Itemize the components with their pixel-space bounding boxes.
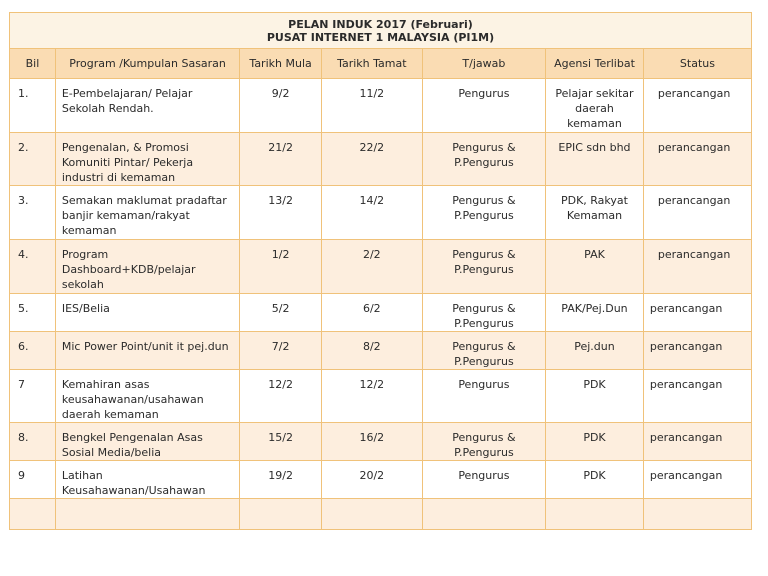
table-row (10, 370, 752, 423)
header-row (10, 49, 752, 79)
cell-tamat: 12/2 (321, 370, 422, 423)
title-line-2: PUSAT INTERNET 1 MALAYSIA (PI1M) (266, 31, 495, 44)
table-row (10, 461, 752, 499)
table-row (10, 423, 752, 461)
cell-mula: 13/2 (240, 186, 322, 240)
cell-mula (240, 499, 322, 530)
cell-tjawab: Pengurus & P.Pengurus (422, 423, 545, 461)
cell-tjawab (422, 499, 545, 530)
cell-agensi: Pelajar sekitar daerah kemaman (546, 79, 644, 133)
cell-tjawab: Pengurus & P.Pengurus (422, 294, 545, 332)
table-row (10, 79, 752, 133)
table-row (10, 499, 752, 530)
header-tarikh-tamat: Tarikh Tamat (321, 49, 422, 79)
cell-agensi: PAK (546, 240, 644, 294)
plan-document (9, 12, 752, 530)
cell-mula: 5/2 (240, 294, 322, 332)
cell-mula: 12/2 (240, 370, 322, 423)
cell-mula: 15/2 (240, 423, 322, 461)
cell-tamat: 2/2 (321, 240, 422, 294)
cell-tjawab: Pengurus (422, 79, 545, 133)
cell-bil: 7 (10, 370, 56, 423)
cell-bil: 3. (10, 186, 56, 240)
cell-status: perancangan (643, 79, 751, 133)
cell-tamat: 11/2 (321, 79, 422, 133)
header-tarikh-mula: Tarikh Mula (240, 49, 322, 79)
cell-status: perancangan (643, 133, 751, 186)
cell-status: perancangan (643, 423, 751, 461)
cell-agensi: PDK (546, 370, 644, 423)
cell-tamat: 8/2 (321, 332, 422, 370)
cell-program: Pengenalan, & Promosi Komuniti Pintar/ Pekerja industri di kemaman (55, 133, 239, 186)
plan-table (9, 12, 752, 530)
cell-program: Program Dashboard+KDB/pelajar sekolah (55, 240, 239, 294)
cell-tamat: 22/2 (321, 133, 422, 186)
cell-tjawab: Pengurus & P.Pengurus (422, 186, 545, 240)
cell-program: Semakan maklumat pradaftar banjir kemaman/rakyat kemaman (55, 186, 239, 240)
cell-bil: 4. (10, 240, 56, 294)
title-line-1: PELAN INDUK 2017 (Februari) (288, 18, 473, 31)
cell-tjawab: Pengurus & P.Pengurus (422, 332, 545, 370)
cell-program: Mic Power Point/unit it pej.dun (55, 332, 239, 370)
table-row (10, 240, 752, 294)
cell-program: Latihan Keusahawanan/Usahawan (55, 461, 239, 499)
header-agensi: Agensi Terlibat (546, 49, 644, 79)
cell-status: perancangan (643, 370, 751, 423)
cell-agensi: EPIC sdn bhd (546, 133, 644, 186)
cell-status: perancangan (643, 332, 751, 370)
cell-tamat: 16/2 (321, 423, 422, 461)
table-row (10, 332, 752, 370)
cell-program (55, 499, 239, 530)
cell-bil: 8. (10, 423, 56, 461)
cell-mula: 7/2 (240, 332, 322, 370)
cell-mula: 9/2 (240, 79, 322, 133)
cell-agensi: PDK (546, 461, 644, 499)
cell-program: Bengkel Pengenalan Asas Sosial Media/belia (55, 423, 239, 461)
cell-bil: 1. (10, 79, 56, 133)
cell-program: E-Pembelajaran/ Pelajar Sekolah Rendah. (55, 79, 239, 133)
cell-status: perancangan (643, 294, 751, 332)
cell-agensi: PDK (546, 423, 644, 461)
cell-tamat: 14/2 (321, 186, 422, 240)
cell-mula: 1/2 (240, 240, 322, 294)
header-status: Status (643, 49, 751, 79)
cell-program: IES/Belia (55, 294, 239, 332)
table-row (10, 294, 752, 332)
header-bil: Bil (10, 49, 56, 79)
cell-bil (10, 499, 56, 530)
cell-tamat: 6/2 (321, 294, 422, 332)
cell-tjawab: Pengurus & P.Pengurus (422, 133, 545, 186)
cell-tjawab: Pengurus & P.Pengurus (422, 240, 545, 294)
table-title (10, 13, 752, 49)
cell-bil: 2. (10, 133, 56, 186)
cell-tamat: 20/2 (321, 461, 422, 499)
cell-agensi: PAK/Pej.Dun (546, 294, 644, 332)
cell-agensi (546, 499, 644, 530)
cell-tamat (321, 499, 422, 530)
cell-status (643, 499, 751, 530)
cell-mula: 19/2 (240, 461, 322, 499)
cell-agensi: PDK, Rakyat Kemaman (546, 186, 644, 240)
cell-bil: 9 (10, 461, 56, 499)
cell-bil: 5. (10, 294, 56, 332)
cell-bil: 6. (10, 332, 56, 370)
cell-status: perancangan (643, 240, 751, 294)
table-row (10, 133, 752, 186)
header-program: Program /Kumpulan Sasaran (55, 49, 239, 79)
cell-mula: 21/2 (240, 133, 322, 186)
cell-status: perancangan (643, 186, 751, 240)
cell-tjawab: Pengurus (422, 370, 545, 423)
cell-status: perancangan (643, 461, 751, 499)
header-tjawab: T/jawab (422, 49, 545, 79)
table-row (10, 186, 752, 240)
cell-tjawab: Pengurus (422, 461, 545, 499)
cell-program: Kemahiran asas keusahawanan/usahawan daerah kemaman (55, 370, 239, 423)
cell-agensi: Pej.dun (546, 332, 644, 370)
